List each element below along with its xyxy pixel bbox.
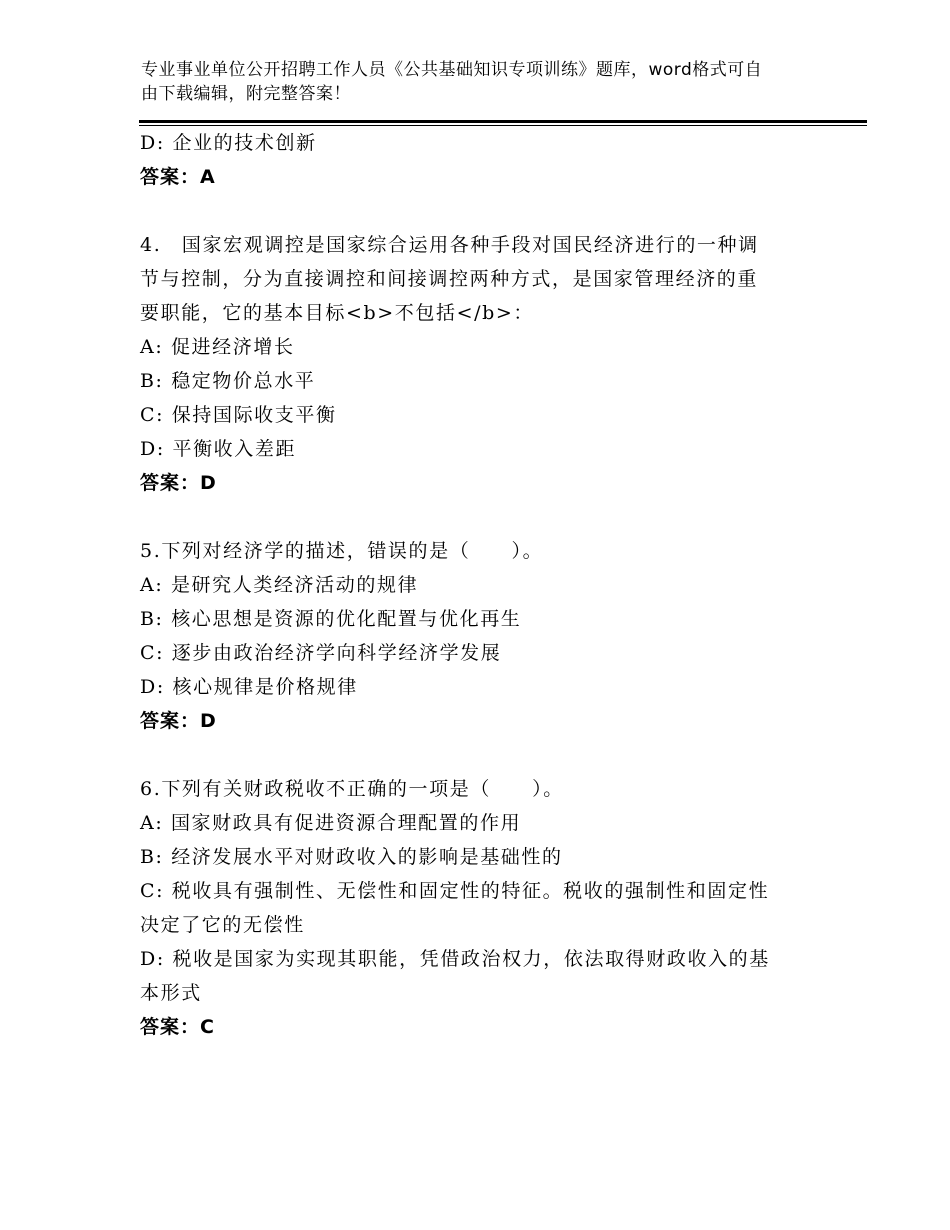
header-line-1: 专业事业单位公开招聘工作人员《公共基础知识专项训练》题库，word格式可自 (141, 60, 763, 80)
option-text: D: 核心规律是价格规律 (140, 676, 358, 698)
option-b (140, 364, 810, 398)
option-a (140, 806, 810, 840)
option-text: A: 促进经济增长 (140, 336, 295, 358)
option-text: B: 稳定物价总水平 (140, 370, 316, 392)
option-b (140, 840, 810, 874)
question-stem (140, 228, 810, 330)
option-c (140, 636, 810, 670)
option-text: A: 是研究人类经济活动的规律 (140, 574, 419, 596)
stem-line: 4. 国家宏观调控是国家综合运用各种手段对国民经济进行的一种调 (140, 234, 759, 256)
stem-line: 要职能，它的基本目标<b>不包括</b>： (140, 302, 535, 324)
option-text: C: 税收具有强制性、无偿性和固定性的特征。税收的强制性和固定性 (140, 880, 770, 902)
option-a (140, 568, 810, 602)
answer-line: 答案：A (140, 166, 216, 188)
option-text: D: 税收是国家为实现其职能，凭借政治权力，依法取得财政收入的基 (140, 948, 770, 970)
option-c (140, 398, 810, 432)
option-text: B: 核心思想是资源的优化配置与优化再生 (140, 608, 522, 630)
page-header (141, 58, 811, 106)
stem-line: 5.下列对经济学的描述，错误的是（ ）。 (140, 540, 544, 562)
option-c (140, 874, 810, 942)
question-4 (140, 228, 810, 500)
stem-line: 节与控制，分为直接调控和间接调控两种方式，是国家管理经济的重 (140, 268, 759, 290)
previous-question-tail (140, 126, 810, 194)
question-6 (140, 772, 810, 1044)
option-d (140, 670, 810, 704)
option-text-continued: 决定了它的无偿性 (140, 914, 305, 936)
option-a (140, 330, 810, 364)
answer-line: 答案：D (140, 472, 217, 494)
question-stem (140, 772, 810, 806)
option-text: C: 逐步由政治经济学向科学经济学发展 (140, 642, 502, 664)
stem-line: 6.下列有关财政税收不正确的一项是（ ）。 (140, 778, 564, 800)
option-text-continued: 本形式 (140, 982, 202, 1004)
option-d (140, 432, 810, 466)
option-text: A: 国家财政具有促进资源合理配置的作用 (140, 812, 522, 834)
answer-line: 答案：C (140, 1016, 215, 1038)
option-d: D: 企业的技术创新 (140, 132, 317, 154)
question-stem (140, 534, 810, 568)
option-text: B: 经济发展水平对财政收入的影响是基础性的 (140, 846, 563, 868)
question-content (140, 126, 810, 1044)
header-rule-thick (139, 120, 867, 123)
question-5 (140, 534, 810, 738)
option-text: D: 平衡收入差距 (140, 438, 297, 460)
answer-line: 答案：D (140, 710, 217, 732)
option-d (140, 942, 810, 1010)
header-line-2: 由下载编辑，附完整答案！ (141, 84, 351, 104)
option-b (140, 602, 810, 636)
option-text: C: 保持国际收支平衡 (140, 404, 337, 426)
